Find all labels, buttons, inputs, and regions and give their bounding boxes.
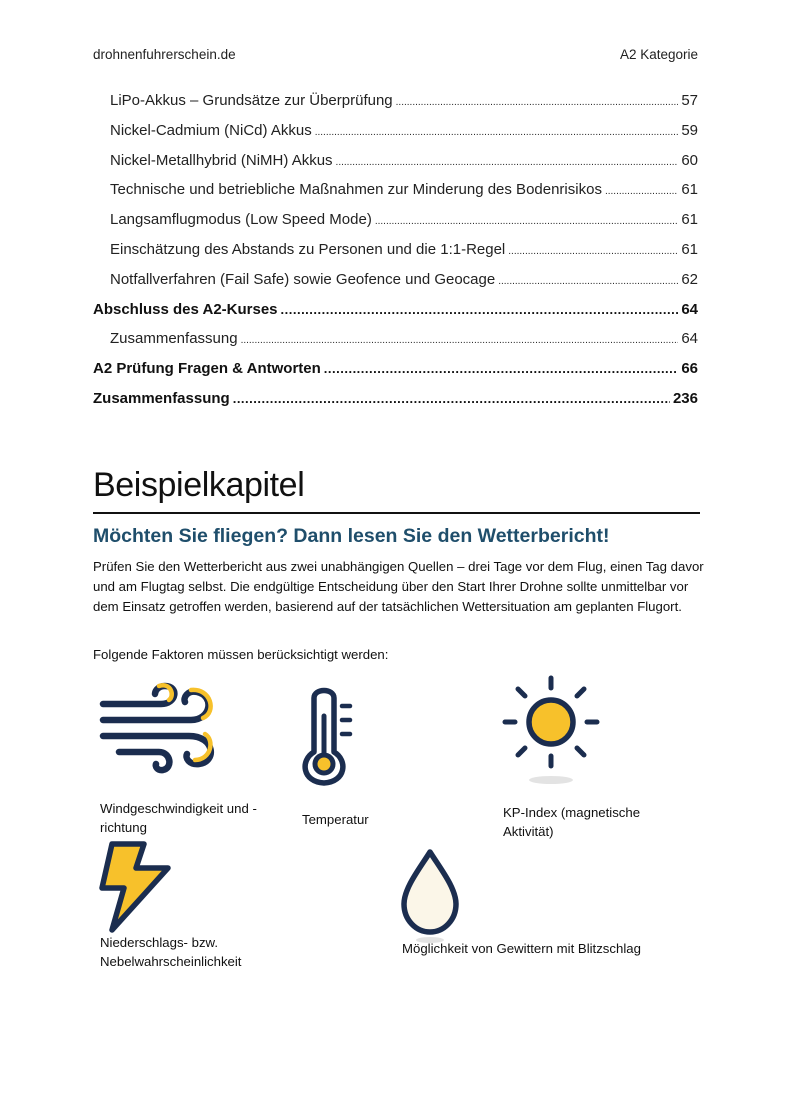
toc-entry[interactable] <box>93 181 698 211</box>
toc-leader-dots <box>498 271 678 288</box>
temperature-label: Temperatur <box>302 812 369 827</box>
kp-label-line-1: KP-Index (magnetische <box>503 805 641 820</box>
toc-leader-dots <box>605 181 678 198</box>
wind-label-line-2: richtung <box>100 819 147 835</box>
toc-entry-title: Langsamflugmodus (Low Speed Mode) <box>110 211 372 229</box>
toc-entry[interactable] <box>93 211 698 241</box>
toc-entry[interactable] <box>93 122 698 152</box>
toc-entry-page: 64 <box>681 300 698 318</box>
toc-entry[interactable] <box>93 330 698 360</box>
toc-leader-dots <box>336 152 679 169</box>
header-category: A2 Kategorie <box>619 47 698 62</box>
toc-entry-page: 61 <box>681 211 698 229</box>
factors-intro: Folgende Faktoren müssen berücksichtigt werden: <box>93 647 389 662</box>
wind-icon <box>99 682 227 782</box>
toc-entry-title: Technische und betriebliche Maßnahmen zur Minderung des Bodenrisikos <box>110 181 602 199</box>
toc-entry-title: Einschätzung des Abstands zu Personen und die 1:1-Regel <box>110 240 506 258</box>
section-heading: Möchten Sie fliegen? Dann lesen Sie den Wetterbericht! <box>93 525 610 547</box>
toc-entry-title: Nickel-Metallhybrid (NiMH) Akkus <box>110 151 333 169</box>
toc-entry-page: 61 <box>681 240 698 258</box>
kp-label-line-2: Aktivität) <box>503 823 554 839</box>
thermometer-icon <box>300 686 356 786</box>
toc-entry-title: Notfallverfahren (Fail Safe) sowie Geofence und Geocage <box>110 270 496 288</box>
raindrop-icon <box>398 848 462 944</box>
toc-entry-page: 236 <box>672 389 698 407</box>
toc-entry-page: 59 <box>681 121 698 139</box>
thunder-label: Möglichkeit von Gewittern mit Blitzschlag <box>402 941 641 956</box>
intro-paragraph: Prüfen Sie den Wetterbericht aus zwei unabhängigen Quellen – drei Tage vor dem Flug, einen Tag davor und am Flugtag selbst. Die endgültige Entscheidung über den Start Ihrer Drohne sollte unmittelbar vor dem Einsatz getroffen werden, basierend auf der tatsächlichen Wettersituation am geplanten Flugort. <box>93 559 704 614</box>
sun-icon <box>500 674 602 788</box>
toc-leader-dots <box>324 360 679 377</box>
toc-entry[interactable] <box>93 390 698 420</box>
toc-leader-dots <box>315 122 679 139</box>
toc-entry[interactable] <box>93 301 698 331</box>
toc-entry-title: Zusammenfassung <box>110 330 238 348</box>
toc-leader-dots <box>396 92 679 109</box>
precip-label <box>100 934 241 971</box>
toc-leader-dots <box>233 390 670 407</box>
wind-label-line-1: Windgeschwindigkeit und - <box>100 801 257 816</box>
toc-entry-page: 62 <box>681 270 698 288</box>
toc-entry-page: 64 <box>681 330 698 348</box>
precip-label-line-1: Niederschlags- bzw. <box>100 935 219 950</box>
table-of-contents <box>93 92 698 420</box>
toc-entry[interactable] <box>93 271 698 301</box>
toc-entry-title: Zusammenfassung <box>93 389 230 407</box>
toc-leader-dots <box>508 241 678 258</box>
kp-label <box>503 804 640 841</box>
lightning-icon <box>98 838 174 934</box>
toc-entry-title: Nickel-Cadmium (NiCd) Akkus <box>110 121 312 139</box>
toc-entry-title: LiPo-Akkus – Grundsätze zur Überprüfung <box>110 92 393 109</box>
toc-leader-dots <box>281 301 679 318</box>
toc-entry-page: 66 <box>681 360 698 378</box>
toc-entry[interactable] <box>93 92 698 122</box>
toc-entry-page: 60 <box>681 151 698 169</box>
toc-entry-title: Abschluss des A2-Kurses <box>93 300 278 318</box>
toc-entry-page: 57 <box>681 92 698 109</box>
toc-entry[interactable] <box>93 152 698 182</box>
wind-label <box>100 800 257 837</box>
toc-entry[interactable] <box>93 241 698 271</box>
precip-label-line-2: Nebelwahrscheinlichkeit <box>100 953 242 969</box>
chapter-divider <box>93 512 700 514</box>
toc-entry-page: 61 <box>681 181 698 199</box>
toc-leader-dots <box>241 330 679 347</box>
chapter-title: Beispielkapitel <box>93 466 305 504</box>
header-site: drohnenfuhrerschein.de <box>93 47 236 62</box>
toc-leader-dots <box>375 211 678 228</box>
toc-entry-title: A2 Prüfung Fragen & Antworten <box>93 360 321 378</box>
toc-entry[interactable] <box>93 360 698 390</box>
